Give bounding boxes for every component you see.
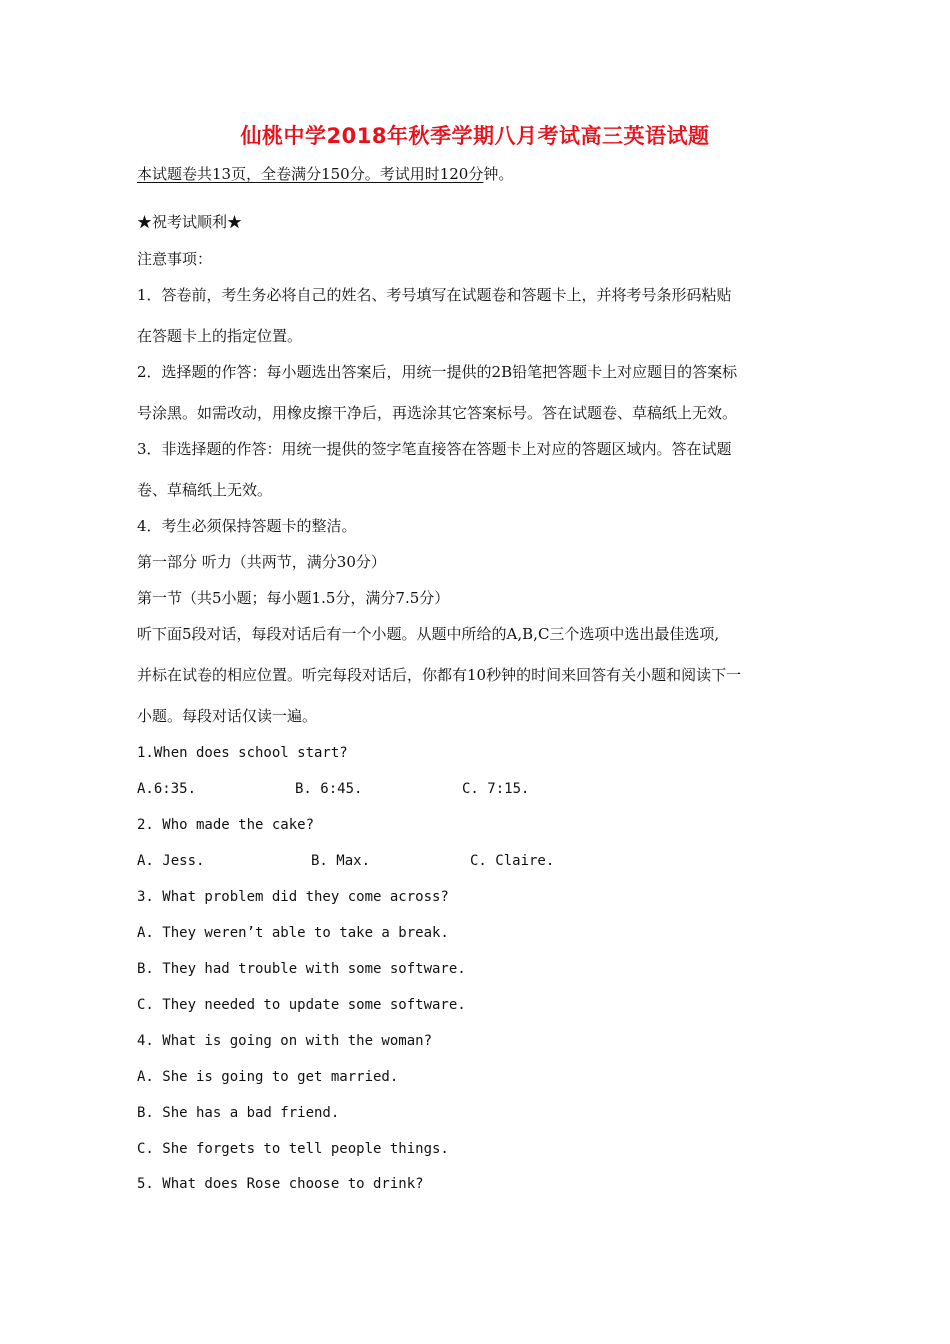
option-a: A. Jess. xyxy=(137,853,205,869)
exam-title: 仙桃中学2018年秋季学期八月考试高三英语试题 xyxy=(240,124,710,148)
question-text: 1.When does school start? xyxy=(137,745,348,761)
question-text: 2. Who made the cake? xyxy=(137,817,315,833)
instruction-line: 并标在试卷的相应位置。听完每段对话后，你都有10秒钟的时间来回答有关小题和阅读下一 xyxy=(137,666,742,684)
part-heading: 第一部分 听力（共两节，满分30分） xyxy=(137,553,386,571)
option-c: C. 7:15. xyxy=(462,781,530,797)
note-line: 号涂黑。如需改动，用橡皮擦干净后，再选涂其它答案标号。答在试题卷、草稿纸上无效。 xyxy=(137,404,738,422)
note-line: 2．选择题的作答：每小题选出答案后，用统一提供的2B铅笔把答题卡上对应题目的答案标 xyxy=(137,363,738,381)
option-a: A.6:35. xyxy=(137,781,197,797)
note-line: 在答题卡上的指定位置。 xyxy=(137,327,303,345)
option-b: B. She has a bad friend. xyxy=(137,1105,340,1121)
instruction-line: 小题。每段对话仅读一遍。 xyxy=(137,707,318,725)
option-c: C. They needed to update some software. xyxy=(137,997,466,1013)
question-text: 4. What is going on with the woman? xyxy=(137,1033,433,1049)
note-line: 1．答卷前，考生务必将自己的姓名、考号填写在试题卷和答题卡上，并将考号条形码粘贴 xyxy=(137,286,732,304)
wish-line: ★祝考试顺利★ xyxy=(137,213,243,231)
option-b: B. Max. xyxy=(311,853,371,869)
note-line: 4．考生必须保持答题卡的整洁。 xyxy=(137,517,357,535)
intro-line xyxy=(137,164,513,184)
option-c: C. Claire. xyxy=(470,853,555,869)
option-b: B. 6:45. xyxy=(295,781,363,797)
note-line: 3．非选择题的作答：用统一提供的签字笔直接答在答题卡上对应的答题区域内。答在试题 xyxy=(137,440,732,458)
option-c: C. She forgets to tell people things. xyxy=(137,1141,449,1157)
question-text: 5. What does Rose choose to drink? xyxy=(137,1176,424,1192)
note-line: 卷、草稿纸上无效。 xyxy=(137,481,273,499)
option-a: A. She is going to get married. xyxy=(137,1069,399,1085)
intro-rest-text: 钟。 xyxy=(483,165,514,183)
notes-heading: 注意事项： xyxy=(137,250,213,268)
section-heading: 第一节（共5小题；每小题1.5分，满分7.5分） xyxy=(137,589,450,607)
option-b: B. They had trouble with some software. xyxy=(137,961,466,977)
intro-underlined-text: 本试题卷共13页，全卷满分150分。考试用时120分 xyxy=(137,165,484,183)
instruction-line: 听下面5段对话，每段对话后有一个小题。从题中所给的A,B,C三个选项中选出最佳选项, xyxy=(137,625,720,643)
question-text: 3. What problem did they come across? xyxy=(137,889,449,905)
option-a: A. They weren’t able to take a break. xyxy=(137,925,449,941)
